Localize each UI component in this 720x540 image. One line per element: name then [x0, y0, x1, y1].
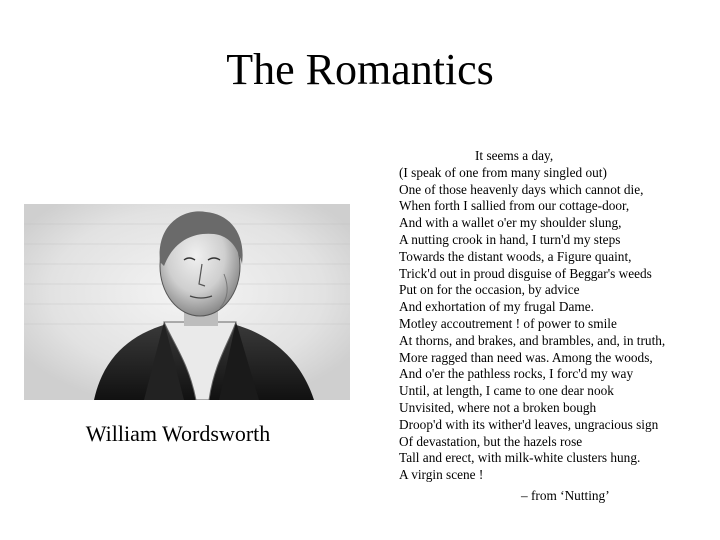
poem-line: When forth I sallied from our cottage-door, — [399, 198, 630, 214]
poem-line: At thorns, and brakes, and brambles, and, in truth, — [399, 332, 666, 348]
poem-line: Towards the distant woods, a Figure quaint, — [399, 248, 632, 264]
poem-line: A nutting crook in hand, I turn'd my steps — [399, 231, 621, 247]
portrait-caption: William Wordsworth — [85, 421, 271, 446]
poem-line: One of those heavenly days which cannot die, — [399, 181, 644, 197]
poem-line: Unvisited, where not a broken bough — [399, 399, 597, 415]
slide-title: The Romantics — [226, 45, 494, 94]
poem-excerpt — [399, 148, 699, 484]
poem-attribution: – from ‘Nutting’ — [521, 488, 610, 503]
poem-line: Trick'd out in proud disguise of Beggar's weeds — [399, 265, 652, 281]
poem-line: It seems a day, — [475, 148, 554, 163]
poem-line: Motley accoutrement ! of power to smile — [399, 315, 617, 331]
poem-line: And exhortation of my frugal Dame. — [399, 299, 594, 315]
poem-line: Until, at length, I came to one dear nook — [399, 383, 614, 399]
poem-line: Tall and erect, with milk-white clusters hung. — [399, 450, 641, 466]
wordsworth-portrait — [24, 204, 350, 400]
poem-line: Droop'd with its wither'd leaves, ungracious sign — [399, 416, 659, 432]
poem-line: A virgin scene ! — [399, 467, 484, 483]
poem-line: And o'er the pathless rocks, I forc'd my way — [399, 366, 634, 382]
poem-line: And with a wallet o'er my shoulder slung, — [399, 215, 622, 231]
poem-line: Put on for the occasion, by advice — [399, 282, 580, 298]
poem-line: More ragged than need was. Among the woods, — [399, 349, 653, 365]
poem-line: Of devastation, but the hazels rose — [399, 433, 583, 449]
poem-line: (I speak of one from many singled out) — [399, 164, 607, 180]
